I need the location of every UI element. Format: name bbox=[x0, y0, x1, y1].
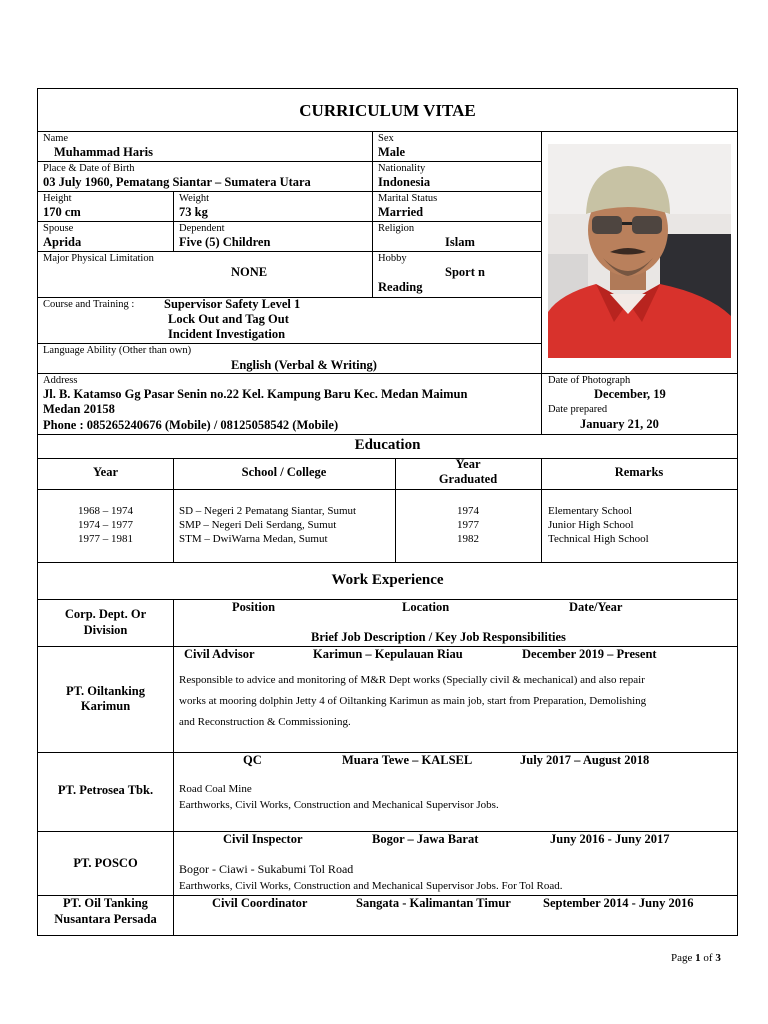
weight-label: Weight bbox=[179, 193, 210, 204]
job-desc: Bogor - Ciawi - Sukabumi Tol Road bbox=[179, 862, 354, 876]
job-date: September 2014 - Juny 2016 bbox=[543, 896, 694, 910]
course-item: Incident Investigation bbox=[168, 327, 286, 341]
portrait-illustration bbox=[548, 144, 731, 358]
sex-label: Sex bbox=[378, 133, 394, 144]
marital-value: Married bbox=[378, 205, 424, 219]
limitation-label: Major Physical Limitation bbox=[43, 253, 154, 264]
job-corp-1: PT. Oiltanking bbox=[66, 684, 145, 698]
job-position: Civil Inspector bbox=[223, 832, 303, 846]
marital-label: Marital Status bbox=[378, 193, 438, 204]
job-desc: Earthworks, Civil Works, Construction and Mechanical Supervisor Jobs. bbox=[179, 799, 499, 811]
page-total: 3 bbox=[715, 952, 721, 964]
page-prefix: Page bbox=[671, 952, 696, 964]
name-label: Name bbox=[43, 133, 69, 144]
edu-col-graduated-1: Year bbox=[455, 457, 481, 471]
edu-graduated: 1977 bbox=[457, 519, 479, 531]
profile-photo bbox=[548, 144, 731, 358]
job-date: Juny 2016 - Juny 2017 bbox=[550, 832, 670, 846]
photo-date-value: December, 19 bbox=[594, 387, 666, 401]
height-value: 170 cm bbox=[43, 205, 81, 219]
page-current: 1 bbox=[695, 952, 701, 964]
edu-year: 1974 – 1977 bbox=[78, 519, 133, 531]
job-desc: Road Coal Mine bbox=[179, 783, 252, 795]
edu-school: SMP – Negeri Deli Serdang, Sumut bbox=[179, 519, 337, 531]
job-desc: Earthworks, Civil Works, Construction and Mechanical Supervisor Jobs. For Tol Road. bbox=[179, 880, 563, 892]
dependent-value: Five (5) Children bbox=[179, 235, 271, 249]
job-position: QC bbox=[243, 753, 262, 767]
phone-value: Phone : 085265240676 (Mobile) / 08125058542 (Mobile) bbox=[43, 418, 339, 432]
job-location: Bogor – Jawa Barat bbox=[372, 832, 479, 846]
edu-remarks: Elementary School bbox=[548, 505, 633, 517]
edu-col-year: Year bbox=[93, 465, 118, 479]
height-label: Height bbox=[43, 193, 72, 204]
edu-remarks: Technical High School bbox=[548, 533, 649, 545]
work-col-date: Date/Year bbox=[569, 600, 623, 614]
job-location: Muara Tewe – KALSEL bbox=[342, 753, 473, 767]
dependent-label: Dependent bbox=[179, 223, 225, 234]
edu-remarks: Junior High School bbox=[548, 519, 634, 531]
course-item: Supervisor Safety Level 1 bbox=[164, 297, 301, 311]
language-label: Language Ability (Other than own) bbox=[43, 345, 192, 356]
address-line1: Jl. B. Katamso Gg Pasar Senin no.22 Kel. Kampung Baru Kec. Medan Maimun bbox=[43, 387, 468, 401]
job-desc: Responsible to advice and monitoring of M&R Dept works (Specially civil & mechanical) and also repair bbox=[179, 674, 645, 686]
edu-school: STM – DwiWarna Medan, Sumut bbox=[179, 533, 328, 545]
sex-value: Male bbox=[378, 145, 406, 159]
work-heading: Work Experience bbox=[331, 572, 444, 588]
religion-label: Religion bbox=[378, 223, 415, 234]
spouse-value: Aprida bbox=[43, 235, 82, 249]
job-position: Civil Coordinator bbox=[212, 896, 308, 910]
name-value: Muhammad Haris bbox=[54, 145, 153, 159]
work-col-corp-2: Division bbox=[83, 623, 128, 637]
job-position: Civil Advisor bbox=[184, 647, 255, 661]
edu-graduated: 1974 bbox=[457, 505, 479, 517]
education-heading: Education bbox=[354, 437, 421, 453]
photo-date-label: Date of Photograph bbox=[548, 375, 631, 386]
course-item: Lock Out and Tag Out bbox=[168, 312, 289, 326]
job-corp-1: PT. Oil Tanking bbox=[63, 896, 148, 910]
edu-col-school: School / College bbox=[241, 465, 327, 479]
job-date: December 2019 – Present bbox=[522, 647, 657, 661]
religion-value: Islam bbox=[445, 235, 475, 249]
job-corp-1: PT. POSCO bbox=[73, 856, 138, 870]
edu-col-remarks: Remarks bbox=[614, 465, 664, 479]
hobby-value-line1: Sport n bbox=[445, 265, 485, 279]
weight-value: 73 kg bbox=[179, 205, 208, 219]
course-label: Course and Training : bbox=[43, 299, 135, 310]
cv-title: CURRICULUM VITAE bbox=[299, 101, 476, 120]
job-desc: works at mooring dolphin Jetty 4 of Oiltanking Karimun as main job, start from Preparation, Demolishing bbox=[179, 695, 647, 707]
birth-value: 03 July 1960, Pematang Siantar – Sumatera Utara bbox=[43, 175, 311, 189]
hobby-value-line2: Reading bbox=[378, 280, 423, 294]
prepared-label: Date prepared bbox=[548, 404, 608, 415]
page-number bbox=[671, 952, 721, 964]
job-location: Karimun – Kepulauan Riau bbox=[313, 647, 463, 661]
job-location: Sangata - Kalimantan Timur bbox=[356, 896, 511, 910]
address-line2: Medan 20158 bbox=[43, 402, 115, 416]
work-col-location: Location bbox=[402, 600, 450, 614]
edu-year: 1968 – 1974 bbox=[78, 505, 133, 517]
edu-graduated: 1982 bbox=[457, 533, 479, 545]
edu-school: SD – Negeri 2 Pematang Siantar, Sumut bbox=[179, 505, 357, 517]
birth-label: Place & Date of Birth bbox=[43, 163, 135, 174]
job-corp-2: Nusantara Persada bbox=[54, 912, 157, 926]
prepared-value: January 21, 20 bbox=[580, 417, 659, 431]
edu-year: 1977 – 1981 bbox=[78, 533, 133, 545]
nationality-value: Indonesia bbox=[378, 175, 431, 189]
job-desc: and Reconstruction & Commissioning. bbox=[179, 716, 351, 728]
work-col-position: Position bbox=[232, 600, 276, 614]
job-corp-1: PT. Petrosea Tbk. bbox=[57, 783, 154, 797]
work-col-desc: Brief Job Description / Key Job Responsibilities bbox=[311, 630, 566, 644]
limitation-value: NONE bbox=[231, 265, 268, 279]
edu-col-graduated-2: Graduated bbox=[438, 472, 498, 486]
work-col-corp-1: Corp. Dept. Or bbox=[64, 607, 147, 621]
job-date: July 2017 – August 2018 bbox=[520, 753, 650, 767]
address-label: Address bbox=[43, 375, 78, 386]
job-corp-2: Karimun bbox=[80, 699, 131, 713]
language-value: English (Verbal & Writing) bbox=[231, 358, 377, 372]
cv-page bbox=[37, 88, 738, 936]
hobby-label: Hobby bbox=[378, 253, 407, 264]
spouse-label: Spouse bbox=[43, 223, 74, 234]
nationality-label: Nationality bbox=[378, 163, 426, 174]
page-of: of bbox=[700, 952, 716, 964]
